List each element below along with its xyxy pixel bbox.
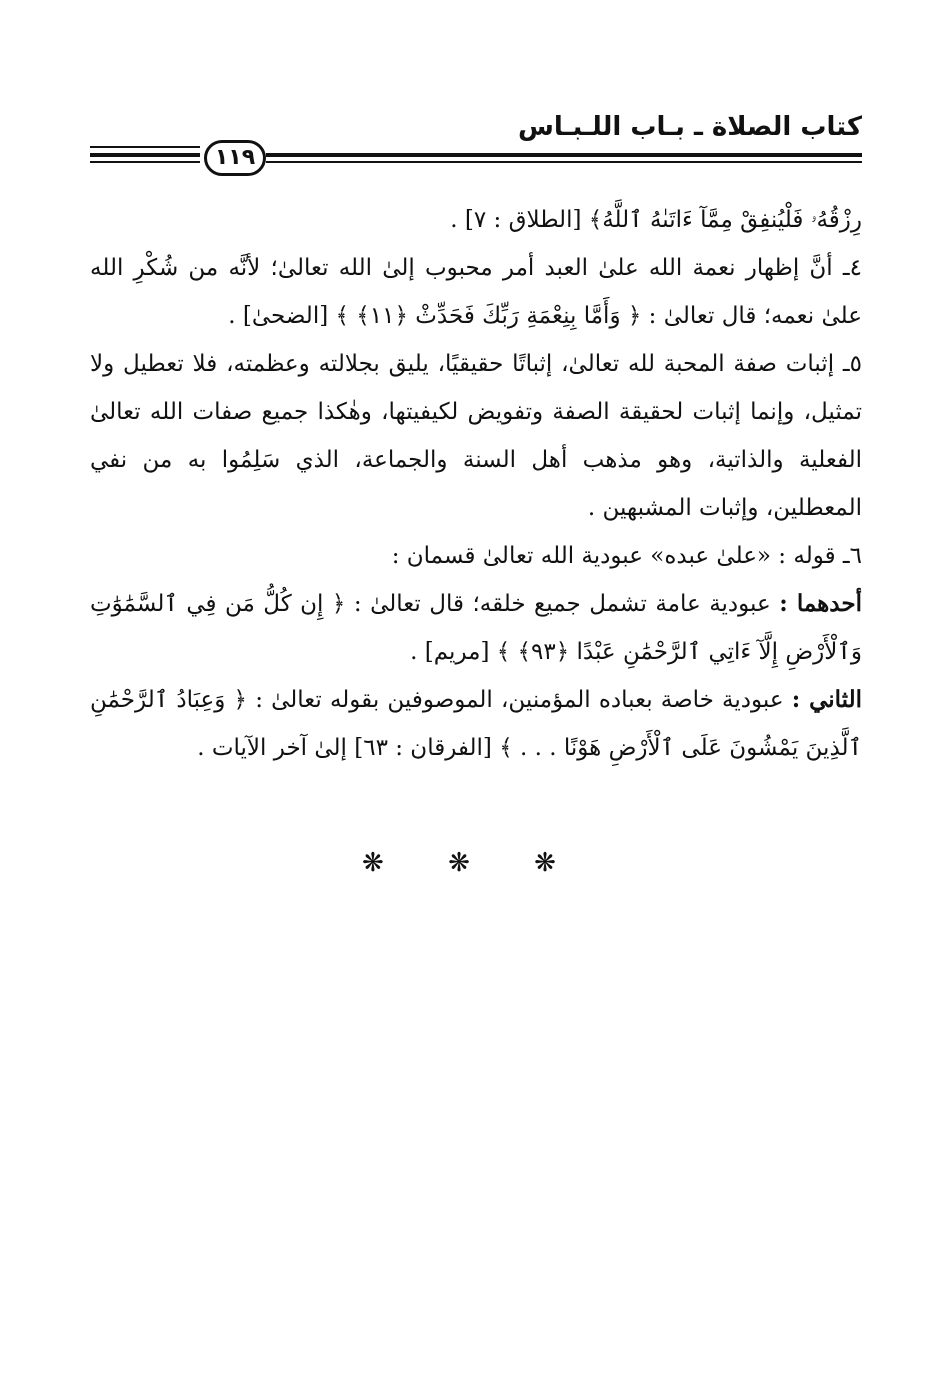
page-number-frame — [200, 138, 266, 176]
point-6: ٦ـ قوله : «علىٰ عبده» عبودية الله تعالىٰ قسمان : — [391, 543, 862, 569]
page-header — [90, 108, 862, 178]
point-5: ٥ـ إثبات صفة المحبة لله تعالىٰ، إثباتًا حقيقيًا، يليق بجلالته وعظمته، فلا تعطيل ولا تمثيل، وإنما إثبات لحقيقة الصفة وتفويض لكيفيتها، وهٰكذا جميع صفات الله تعالىٰ الفعلية والذاتية، وهو مذهب أهل السنة والجماعة، الذي سَلِمُوا به من نفي المعطلين، وإثبات المشبهين . — [90, 351, 862, 521]
running-title: كتاب الصلاة ـ بـاب اللـبـاس — [518, 112, 862, 142]
second-type-label: الثاني : — [791, 686, 862, 713]
first-type-label: أحدهما : — [779, 590, 862, 617]
header-rule-upper — [90, 146, 200, 148]
verse-continuation: رِزْقُهُۥ فَلْيُنفِقْ مِمَّآ ءَاتَىٰهُ ٱللَّهُ﴾ [الطلاق : ٧] . — [450, 207, 862, 233]
section-separator: ❋ ❋ ❋ — [362, 848, 584, 878]
second-type-text: عبودية خاصة بعباده المؤمنين، الموصوفين بقوله تعالىٰ : ﴿ وَعِبَادُ ٱلرَّحْمَٰنِ ٱلَّذِينَ يَمْشُونَ عَلَى ٱلْأَرْضِ هَوْنًا . . . ﴾ [الفرقان : ٦٣] إلىٰ آخر الآيات . — [90, 687, 862, 761]
page-number: ١١٩ — [204, 140, 266, 176]
page-body — [90, 196, 862, 772]
point-4: ٤ـ أنَّ إظهار نعمة الله علىٰ العبد أمر محبوب إلىٰ الله تعالىٰ؛ لأنَّه من شُكْرِ الله علىٰ نعمه؛ قال تعالىٰ : ﴿ وَأَمَّا بِنِعْمَةِ رَبِّكَ فَحَدِّثْ ﴿١١﴾ ﴾ [الضحىٰ] . — [90, 255, 862, 329]
first-type — [90, 580, 862, 676]
first-type-text: عبودية عامة تشمل جميع خلقه؛ قال تعالىٰ : ﴿ إِن كُلُّ مَن فِي ٱلسَّمَٰوَٰتِ وَٱلْأَرْضِ إِلَّآ ءَاتِي ٱلرَّحْمَٰنِ عَبْدًا ﴿٩٣﴾ ﴾ [مريم] . — [90, 591, 862, 665]
second-type — [90, 676, 862, 772]
